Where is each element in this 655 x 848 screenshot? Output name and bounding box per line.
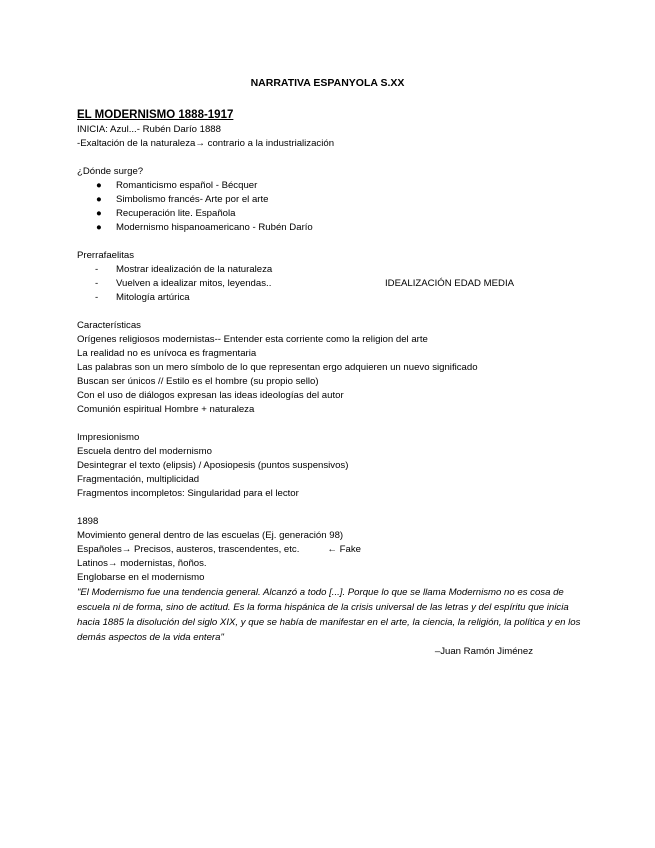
- section-donde-surge: [77, 165, 587, 235]
- section-heading-donde-surge: ¿Dónde surge?: [77, 166, 144, 177]
- dash-icon: -: [95, 264, 99, 275]
- bullet-icon: ●: [96, 222, 102, 233]
- document-title: NARRATIVA ESPANYOLA S.XX: [250, 77, 405, 89]
- text-line: Fragmentos incompletos: Singularidad para el lector: [77, 488, 299, 499]
- text-line: Españoles→ Precisos, austeros, trascendentes, etc. ← Fake: [77, 544, 361, 555]
- section-prerrafaelitas: [77, 249, 587, 305]
- list-item: - Vuelven a idealizar mitos, leyendas.. IDEALIZACIÓN EDAD MEDIA: [95, 278, 515, 289]
- document-body: [77, 108, 587, 659]
- list-item: - Mitología artúrica: [95, 292, 190, 303]
- side-note: IDEALIZACIÓN EDAD MEDIA: [385, 278, 515, 289]
- text-line: -Exaltación de la naturaleza→ contrario a la industrialización: [77, 138, 335, 149]
- text-line: Buscan ser únicos // Estilo es el hombre (su propio sello): [77, 376, 319, 387]
- bullet-icon: ●: [96, 194, 102, 205]
- list-item: - Mostrar idealización de la naturaleza: [95, 264, 273, 275]
- bullet-icon: ●: [96, 180, 102, 191]
- section-heading-prerrafaelitas: Prerrafaelitas: [77, 250, 135, 261]
- text-line: Escuela dentro del modernismo: [77, 446, 212, 457]
- text-line: Comunión espiritual Hombre + naturaleza: [77, 404, 255, 415]
- quote-block: "El Modernismo fue una tendencia general. Alcanzó a todo [...]. Porque lo que se llama Modernismo no es cosa de escuela ni de forma, sino de actitud. Es la forma hispánica de la crisis universal de las letras y del espíritu que inicia hacia 1885 la disolución del siglo XIX, y que se había de manifestar en el arte, la ciencia, la religión, la política y en los demás aspectos de la vida entera": [77, 587, 581, 643]
- fake-note: ← Fake: [327, 544, 361, 555]
- list-item: ● Romanticismo español - Bécquer: [96, 180, 258, 191]
- quote-author: –Juan Ramón Jiménez: [434, 646, 533, 657]
- text-line: Orígenes religiosos modernistas-- Entender esta corriente como la religion del arte: [77, 334, 428, 345]
- text-line: Fragmentación, multiplicidad: [77, 474, 200, 485]
- text-line: Englobarse en el modernismo: [77, 572, 205, 583]
- text-line: La realidad no es unívoca es fragmentaria: [77, 348, 257, 359]
- section-heading-1898: 1898: [77, 516, 99, 527]
- bullet-icon: ●: [96, 208, 102, 219]
- text-line: Desintegrar el texto (elipsis) / Aposiopesis (puntos suspensivos): [77, 460, 349, 471]
- text-line: INICIA: Azul...- Rubén Darío 1888: [77, 124, 221, 135]
- dash-icon: -: [95, 278, 99, 289]
- section-heading-modernismo: EL MODERNISMO 1888-1917: [77, 109, 234, 121]
- section-modernismo: [77, 108, 587, 151]
- section-heading-impresionismo: Impresionismo: [77, 432, 140, 443]
- list-item: ● Modernismo hispanoamericano - Rubén Darío: [96, 222, 313, 233]
- section-heading-caracteristicas: Características: [77, 320, 141, 331]
- text-line: Con el uso de diálogos expresan las ideas ideologías del autor: [77, 390, 344, 401]
- text-line: Las palabras son un mero símbolo de lo que representan ergo adquieren un nuevo significado: [77, 362, 478, 373]
- text-line: Latinos→ modernistas, ñoños.: [77, 558, 207, 569]
- bullet-list: [77, 179, 587, 235]
- dash-list: [77, 263, 587, 305]
- section-caracteristicas: [77, 319, 587, 417]
- list-item: ● Recuperación lite. Española: [96, 208, 236, 219]
- text-line: Movimiento general dentro de las escuelas (Ej. generación 98): [77, 530, 344, 541]
- dash-icon: -: [95, 292, 99, 303]
- section-1898: [77, 515, 587, 659]
- list-item: ● Simbolismo francés- Arte por el arte: [96, 194, 269, 205]
- section-impresionismo: [77, 431, 587, 501]
